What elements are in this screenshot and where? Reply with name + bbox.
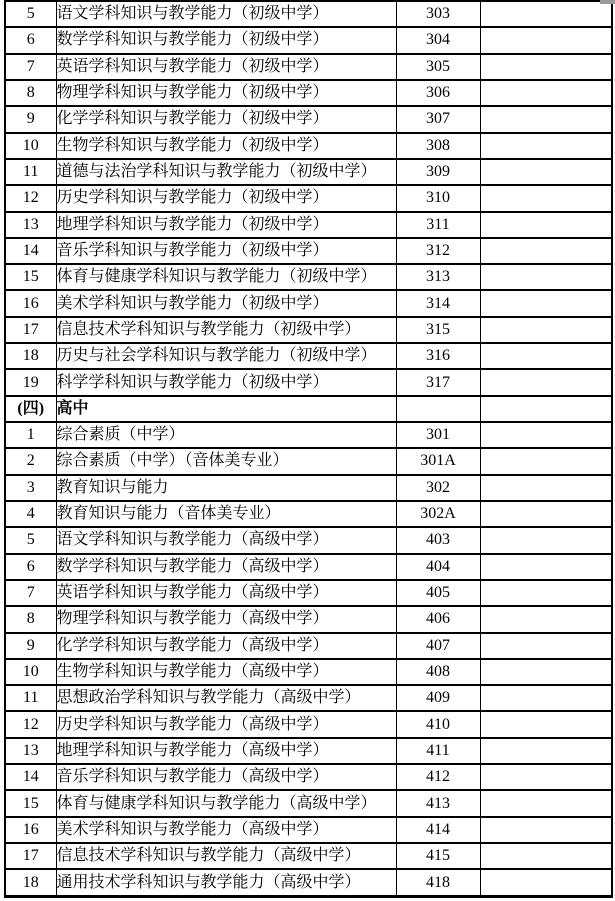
blank-cell — [480, 606, 612, 632]
blank-cell — [480, 54, 612, 80]
blank-cell — [480, 396, 612, 422]
table-row — [5, 185, 612, 211]
subject-code-cell: 408 — [396, 659, 480, 685]
subject-code-cell: 306 — [396, 80, 480, 106]
table-row — [5, 448, 612, 474]
row-number-cell: 17 — [5, 843, 56, 869]
subject-code-cell: 317 — [396, 369, 480, 395]
table-row — [5, 554, 612, 580]
table-row — [5, 290, 612, 316]
subject-name-cell: 美术学科知识与教学能力（初级中学） — [56, 290, 396, 316]
subject-name-cell: 音乐学科知识与教学能力（初级中学） — [56, 238, 396, 264]
subject-name-cell: 化学学科知识与教学能力（初级中学） — [56, 106, 396, 132]
subject-name-cell: 道德与法治学科知识与教学能力（初级中学） — [56, 159, 396, 185]
subject-name-cell: 科学学科知识与教学能力（初级中学） — [56, 369, 396, 395]
subject-name-cell: 体育与健康学科知识与教学能力（高级中学） — [56, 790, 396, 816]
row-number-cell: 11 — [5, 159, 56, 185]
row-number-cell: (四) — [5, 396, 56, 422]
blank-cell — [480, 238, 612, 264]
row-number-cell: 2 — [5, 448, 56, 474]
subject-code-cell: 301 — [396, 422, 480, 448]
subject-name-cell: 物理学科知识与教学能力（初级中学） — [56, 80, 396, 106]
subject-name-cell: 物理学科知识与教学能力（高级中学） — [56, 606, 396, 632]
blank-cell — [480, 185, 612, 211]
blank-cell — [480, 317, 612, 343]
subject-name-cell: 美术学科知识与教学能力（高级中学） — [56, 817, 396, 843]
blank-cell — [480, 133, 612, 159]
blank-cell — [480, 869, 612, 896]
blank-cell — [480, 27, 612, 53]
table-row — [5, 790, 612, 816]
subject-name-cell: 地理学科知识与教学能力（初级中学） — [56, 212, 396, 238]
blank-cell — [480, 106, 612, 132]
subject-name-cell: 综合素质（中学） — [56, 422, 396, 448]
subject-code-cell: 302 — [396, 475, 480, 501]
row-number-cell: 16 — [5, 817, 56, 843]
subject-name-cell: 化学学科知识与教学能力（高级中学） — [56, 633, 396, 659]
row-number-cell: 8 — [5, 80, 56, 106]
subject-name-cell: 英语学科知识与教学能力（初级中学） — [56, 54, 396, 80]
subject-code-cell: 309 — [396, 159, 480, 185]
subject-name-cell: 数学学科知识与教学能力（高级中学） — [56, 554, 396, 580]
subject-name-cell: 体育与健康学科知识与教学能力（初级中学） — [56, 264, 396, 290]
table-row — [5, 527, 612, 553]
blank-cell — [480, 711, 612, 737]
subject-name-cell: 教育知识与能力（音体美专业） — [56, 501, 396, 527]
table-row — [5, 133, 612, 159]
row-number-cell: 14 — [5, 764, 56, 790]
subject-code-cell: 404 — [396, 554, 480, 580]
subject-code-cell: 314 — [396, 290, 480, 316]
table-row — [5, 369, 612, 395]
row-number-cell: 18 — [5, 343, 56, 369]
subject-code-cell: 305 — [396, 54, 480, 80]
table-row — [5, 54, 612, 80]
blank-cell — [480, 817, 612, 843]
table-row — [5, 606, 612, 632]
exam-subject-table — [4, 0, 613, 898]
subject-code-cell: 413 — [396, 790, 480, 816]
subject-code-cell: 415 — [396, 843, 480, 869]
subject-code-cell: 411 — [396, 738, 480, 764]
subject-name-cell: 语文学科知识与教学能力（高级中学） — [56, 527, 396, 553]
table-row — [5, 1, 612, 27]
subject-code-cell: 301A — [396, 448, 480, 474]
table-row — [5, 501, 612, 527]
row-number-cell: 17 — [5, 317, 56, 343]
row-number-cell: 18 — [5, 869, 56, 896]
blank-cell — [480, 422, 612, 448]
row-number-cell: 6 — [5, 27, 56, 53]
table-row — [5, 238, 612, 264]
subject-code-cell: 407 — [396, 633, 480, 659]
subject-code-cell: 406 — [396, 606, 480, 632]
subject-name-cell: 地理学科知识与教学能力（高级中学） — [56, 738, 396, 764]
blank-cell — [480, 80, 612, 106]
table-row — [5, 317, 612, 343]
table-row — [5, 475, 612, 501]
row-number-cell: 10 — [5, 659, 56, 685]
blank-cell — [480, 448, 612, 474]
subject-code-cell: 403 — [396, 527, 480, 553]
table-row — [5, 817, 612, 843]
subject-code-cell: 302A — [396, 501, 480, 527]
blank-cell — [480, 290, 612, 316]
blank-cell — [480, 369, 612, 395]
blank-cell — [480, 843, 612, 869]
row-number-cell: 7 — [5, 580, 56, 606]
table-row — [5, 422, 612, 448]
table-row — [5, 27, 612, 53]
row-number-cell: 10 — [5, 133, 56, 159]
row-number-cell: 15 — [5, 790, 56, 816]
blank-cell — [480, 790, 612, 816]
table-row — [5, 580, 612, 606]
row-number-cell: 5 — [5, 527, 56, 553]
subject-name-cell: 音乐学科知识与教学能力（高级中学） — [56, 764, 396, 790]
table-row — [5, 869, 612, 896]
subject-name-cell: 综合素质（中学）（音体美专业） — [56, 448, 396, 474]
blank-cell — [480, 475, 612, 501]
table-row — [5, 764, 612, 790]
blank-cell — [480, 212, 612, 238]
table-row — [5, 80, 612, 106]
subject-name-cell: 信息技术学科知识与教学能力（高级中学） — [56, 843, 396, 869]
row-number-cell: 9 — [5, 633, 56, 659]
table-row — [5, 633, 612, 659]
table-row — [5, 159, 612, 185]
table-row — [5, 343, 612, 369]
subject-name-cell: 英语学科知识与教学能力（高级中学） — [56, 580, 396, 606]
row-number-cell: 12 — [5, 711, 56, 737]
row-number-cell: 13 — [5, 738, 56, 764]
section-header-row — [5, 396, 612, 422]
subject-code-cell: 418 — [396, 869, 480, 896]
subject-name-cell: 通用技术学科知识与教学能力（高级中学） — [56, 869, 396, 896]
blank-cell — [480, 659, 612, 685]
subject-code-cell: 414 — [396, 817, 480, 843]
table-row — [5, 106, 612, 132]
subject-code-cell: 308 — [396, 133, 480, 159]
subject-code-cell: 311 — [396, 212, 480, 238]
blank-cell — [480, 738, 612, 764]
subject-code-cell: 316 — [396, 343, 480, 369]
subject-name-cell: 生物学科知识与教学能力（初级中学） — [56, 133, 396, 159]
subject-name-cell: 生物学科知识与教学能力（高级中学） — [56, 659, 396, 685]
row-number-cell: 16 — [5, 290, 56, 316]
table-row — [5, 711, 612, 737]
subject-name-cell: 语文学科知识与教学能力（初级中学） — [56, 1, 396, 27]
blank-cell — [480, 633, 612, 659]
blank-cell — [480, 764, 612, 790]
subject-code-cell: 410 — [396, 711, 480, 737]
subject-code-cell: 409 — [396, 685, 480, 711]
table-row — [5, 685, 612, 711]
subject-code-cell: 312 — [396, 238, 480, 264]
subject-code-cell: 313 — [396, 264, 480, 290]
row-number-cell: 19 — [5, 369, 56, 395]
subject-name-cell: 高中 — [56, 396, 396, 422]
row-number-cell: 5 — [5, 1, 56, 27]
subject-code-cell: 412 — [396, 764, 480, 790]
table-row — [5, 212, 612, 238]
scrollbar-fragment — [600, 0, 615, 4]
table-row — [5, 843, 612, 869]
blank-cell — [480, 501, 612, 527]
row-number-cell: 8 — [5, 606, 56, 632]
subject-name-cell: 信息技术学科知识与教学能力（初级中学） — [56, 317, 396, 343]
row-number-cell: 14 — [5, 238, 56, 264]
row-number-cell: 13 — [5, 212, 56, 238]
subject-code-cell: 307 — [396, 106, 480, 132]
row-number-cell: 12 — [5, 185, 56, 211]
blank-cell — [480, 343, 612, 369]
row-number-cell: 9 — [5, 106, 56, 132]
subject-code-cell: 304 — [396, 27, 480, 53]
blank-cell — [480, 1, 612, 27]
subject-name-cell: 历史与社会学科知识与教学能力（初级中学） — [56, 343, 396, 369]
subject-name-cell: 历史学科知识与教学能力（初级中学） — [56, 185, 396, 211]
blank-cell — [480, 159, 612, 185]
table-row — [5, 264, 612, 290]
blank-cell — [480, 685, 612, 711]
row-number-cell: 6 — [5, 554, 56, 580]
subject-code-cell — [396, 396, 480, 422]
subject-code-cell: 405 — [396, 580, 480, 606]
subject-name-cell: 思想政治学科知识与教学能力（高级中学） — [56, 685, 396, 711]
row-number-cell: 7 — [5, 54, 56, 80]
row-number-cell: 15 — [5, 264, 56, 290]
row-number-cell: 3 — [5, 475, 56, 501]
subject-name-cell: 教育知识与能力 — [56, 475, 396, 501]
subject-code-cell: 315 — [396, 317, 480, 343]
blank-cell — [480, 527, 612, 553]
blank-cell — [480, 554, 612, 580]
blank-cell — [480, 580, 612, 606]
row-number-cell: 1 — [5, 422, 56, 448]
subject-name-cell: 数学学科知识与教学能力（初级中学） — [56, 27, 396, 53]
table-row — [5, 659, 612, 685]
subject-code-cell: 310 — [396, 185, 480, 211]
subject-code-cell: 303 — [396, 1, 480, 27]
exam-subject-table-body — [5, 1, 612, 897]
row-number-cell: 11 — [5, 685, 56, 711]
blank-cell — [480, 264, 612, 290]
subject-name-cell: 历史学科知识与教学能力（高级中学） — [56, 711, 396, 737]
row-number-cell: 4 — [5, 501, 56, 527]
table-row — [5, 738, 612, 764]
